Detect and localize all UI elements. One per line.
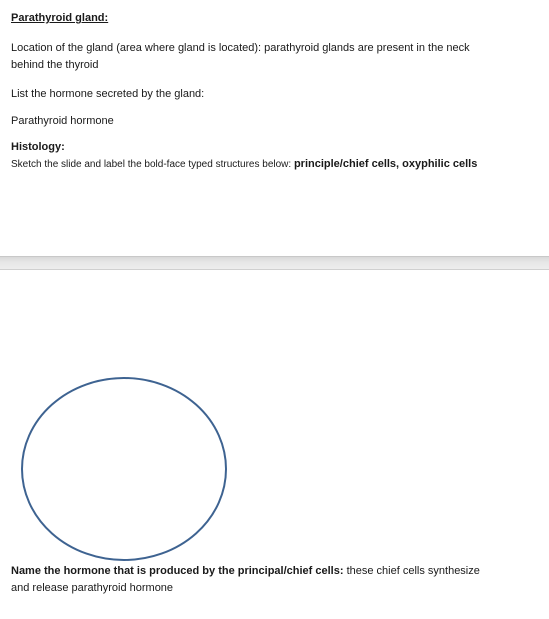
histology-instruction-plain: Sketch the slide and label the bold-face typed structures below: xyxy=(11,159,294,170)
location-text-line-2: behind the thyroid xyxy=(11,59,99,71)
question-line-1 xyxy=(11,563,480,580)
hormone-prompt: List the hormone secreted by the gland: xyxy=(11,88,205,100)
sketch-area-circle xyxy=(20,376,228,562)
question-answer-line-2: and release parathyroid hormone xyxy=(11,582,174,594)
document-page-1 xyxy=(0,0,549,256)
histology-instruction xyxy=(11,156,477,173)
histology-instruction-bold: principle/chief cells, oxyphilic cells xyxy=(293,158,478,170)
page-break xyxy=(0,256,549,270)
sketch-outline xyxy=(22,378,226,560)
question-answer-part-1: these chief cells synthesize xyxy=(346,565,480,577)
location-text-line-1: Location of the gland (area where gland is located): parathyroid glands are present in the neck xyxy=(11,42,470,54)
question-prompt: Name the hormone that is produced by the principal/chief cells: xyxy=(11,565,347,577)
section-heading-histology: Histology: xyxy=(11,141,65,153)
section-heading-parathyroid: Parathyroid gland: xyxy=(11,12,109,24)
hormone-answer: Parathyroid hormone xyxy=(11,115,114,127)
